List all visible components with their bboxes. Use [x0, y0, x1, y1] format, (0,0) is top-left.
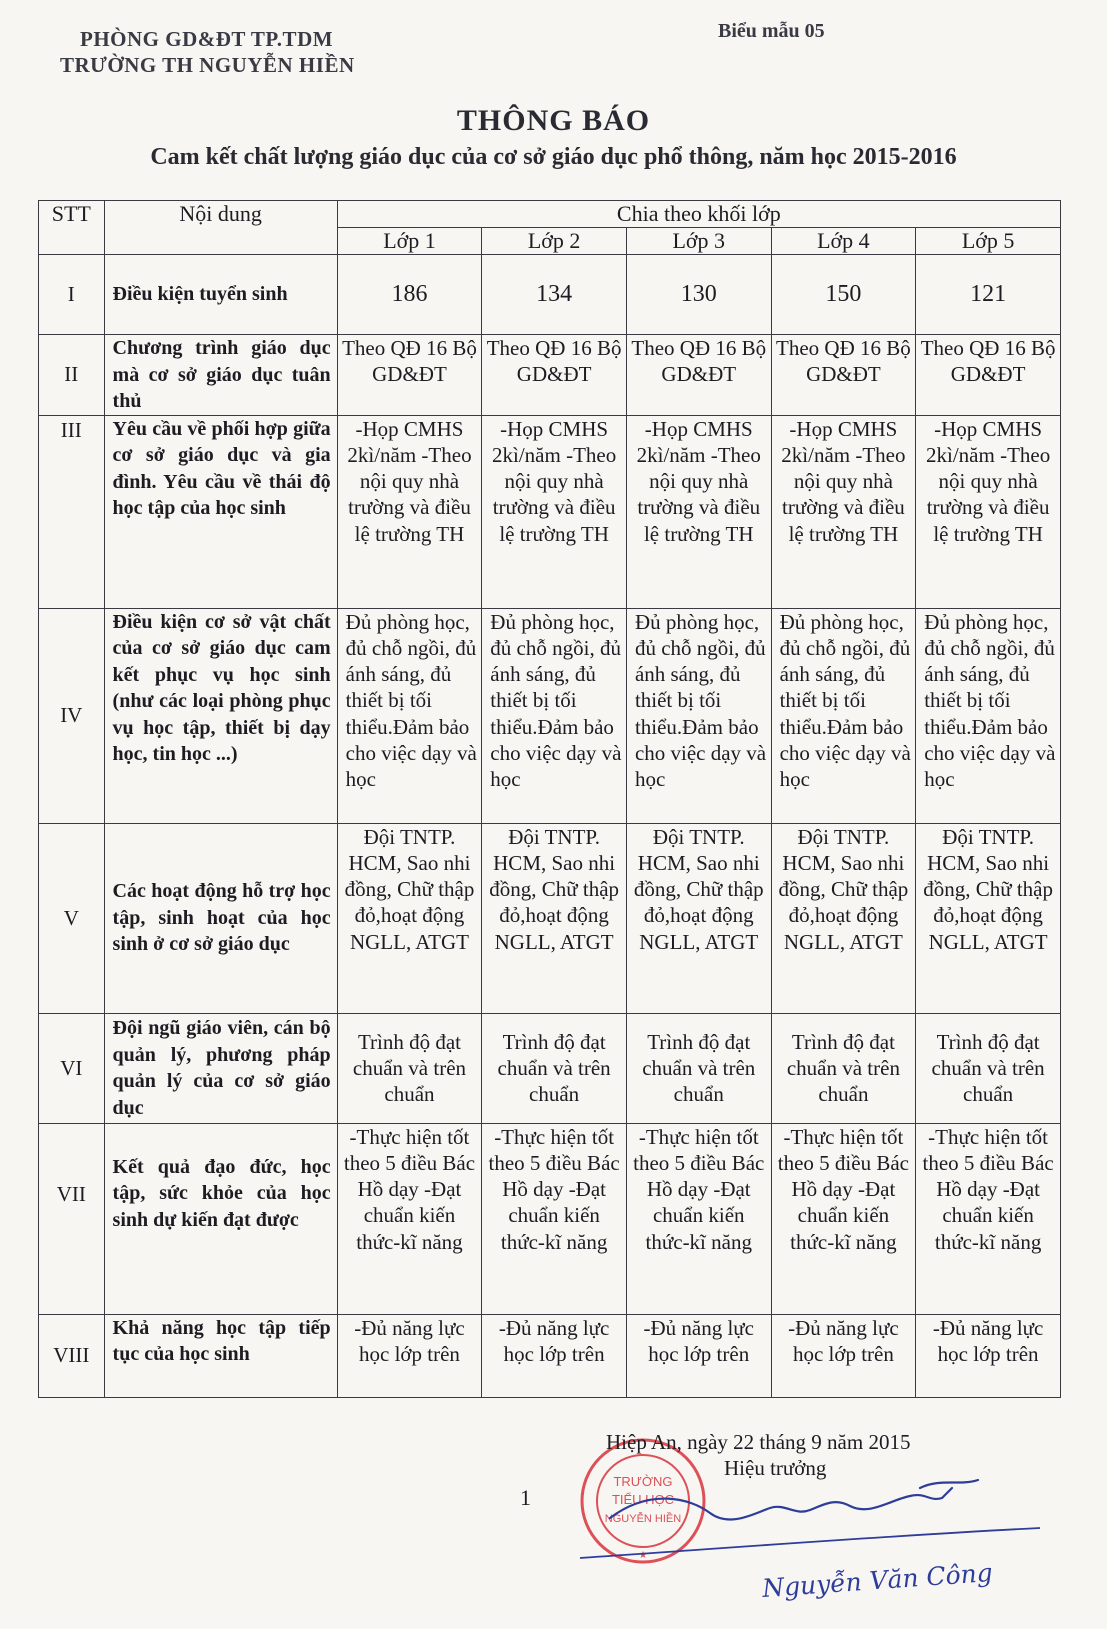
value-cell: Đội TNTP. HCM, Sao nhi đồng, Chữ thập đỏ,hoạt động NGLL, ATGT [626, 823, 771, 1013]
org-line-1: PHÒNG GD&ĐT TP.TDM [80, 27, 334, 51]
svg-text:NGUYỄN HIỀN: NGUYỄN HIỀN [604, 1513, 682, 1525]
row-content: Đội ngũ giáo viên, cán bộ quản lý, phương pháp quản lý của cơ sở giáo dục [104, 1013, 337, 1123]
header-grade-3: Lớp 3 [626, 228, 771, 255]
header-grade-4: Lớp 4 [771, 228, 916, 255]
form-label: Biểu mẫu 05 [718, 20, 825, 42]
value-cell: -Họp CMHS 2kì/năm -Theo nội quy nhà trường và điều lệ trường TH [771, 415, 916, 608]
table-row [39, 255, 1061, 335]
value-cell: Theo QĐ 16 Bộ GD&ĐT [482, 335, 627, 416]
page-number: 1 [520, 1485, 531, 1510]
value-cell: -Họp CMHS 2kì/năm -Theo nội quy nhà trường và điều lệ trường TH [626, 415, 771, 608]
row-content: Yêu cầu về phối hợp giữa cơ sở giáo dục và gia đình. Yêu cầu về thái độ học tập của học sinh [104, 415, 337, 608]
row-number: IV [39, 608, 105, 823]
row-content: Chương trình giáo dục mà cơ sở giáo dục tuân thủ [104, 335, 337, 416]
table-row [39, 1013, 1061, 1123]
header-content: Nội dung [104, 201, 337, 255]
table-row [39, 823, 1061, 1013]
value-cell: Đội TNTP. HCM, Sao nhi đồng, Chữ thập đỏ,hoạt động NGLL, ATGT [337, 823, 482, 1013]
row-content: Khả năng học tập tiếp tục của học sinh [104, 1314, 337, 1397]
value-cell: -Đủ năng lực học lớp trên [337, 1314, 482, 1397]
value-cell: Đủ phòng học, đủ chỗ ngồi, đủ ánh sáng, đủ thiết bị tối thiểu.Đảm bảo cho việc dạy và học [337, 608, 482, 823]
svg-text:TIỂU HỌC: TIỂU HỌC [611, 1492, 675, 1507]
page-title: THÔNG BÁO [456, 104, 651, 137]
row-number: VIII [39, 1314, 105, 1397]
signature [580, 1458, 1040, 1568]
commitment-table [38, 200, 1061, 1398]
value-cell: -Họp CMHS 2kì/năm -Theo nội quy nhà trường và điều lệ trường TH [482, 415, 627, 608]
row-content: Điều kiện tuyển sinh [104, 255, 337, 335]
header-grade-2: Lớp 2 [482, 228, 627, 255]
page-subtitle: Cam kết chất lượng giáo dục của cơ sở giáo dục phổ thông, năm học 2015-2016 [150, 144, 957, 170]
row-content: Kết quả đạo đức, học tập, sức khỏe của học sinh dự kiến đạt được [104, 1123, 337, 1314]
value-cell: Đủ phòng học, đủ chỗ ngồi, đủ ánh sáng, đủ thiết bị tối thiểu.Đảm bảo cho việc dạy và học [482, 608, 627, 823]
table-row [39, 335, 1061, 416]
value-cell: Trình độ đạt chuẩn và trên chuẩn [482, 1013, 627, 1123]
value-cell: Theo QĐ 16 Bộ GD&ĐT [337, 335, 482, 416]
value-cell: 134 [482, 255, 627, 335]
value-cell: -Thực hiện tốt theo 5 điều Bác Hồ dạy -Đạt chuẩn kiến thức-kĩ năng [626, 1123, 771, 1314]
svg-text:TRƯỜNG: TRƯỜNG [613, 1474, 673, 1489]
value-cell: Trình độ đạt chuẩn và trên chuẩn [771, 1013, 916, 1123]
value-cell: -Thực hiện tốt theo 5 điều Bác Hồ dạy -Đạt chuẩn kiến thức-kĩ năng [482, 1123, 627, 1314]
value-cell: Đội TNTP. HCM, Sao nhi đồng, Chữ thập đỏ,hoạt động NGLL, ATGT [771, 823, 916, 1013]
row-content: Điều kiện cơ sở vật chất của cơ sở giáo dục cam kết phục vụ học sinh (như các loại phòng phục vụ học tập, thiết bị dạy học, tin học ...) [104, 608, 337, 823]
table-row [39, 1314, 1061, 1397]
value-cell: Đủ phòng học, đủ chỗ ngồi, đủ ánh sáng, đủ thiết bị tối thiểu.Đảm bảo cho việc dạy và học [916, 608, 1061, 823]
table-row [39, 608, 1061, 823]
header-grade-1: Lớp 1 [337, 228, 482, 255]
value-cell: 150 [771, 255, 916, 335]
table-row [39, 1123, 1061, 1314]
value-cell: Đội TNTP. HCM, Sao nhi đồng, Chữ thập đỏ,hoạt động NGLL, ATGT [482, 823, 627, 1013]
value-cell: Đủ phòng học, đủ chỗ ngồi, đủ ánh sáng, đủ thiết bị tối thiểu.Đảm bảo cho việc dạy và học [626, 608, 771, 823]
table-row [39, 415, 1061, 608]
row-number: II [39, 335, 105, 416]
value-cell: Theo QĐ 16 Bộ GD&ĐT [916, 335, 1061, 416]
value-cell: Đủ phòng học, đủ chỗ ngồi, đủ ánh sáng, đủ thiết bị tối thiểu.Đảm bảo cho việc dạy và học [771, 608, 916, 823]
value-cell: -Đủ năng lực học lớp trên [482, 1314, 627, 1397]
value-cell: Đội TNTP. HCM, Sao nhi đồng, Chữ thập đỏ,hoạt động NGLL, ATGT [916, 823, 1061, 1013]
svg-text:★: ★ [638, 1550, 648, 1561]
value-cell: Trình độ đạt chuẩn và trên chuẩn [337, 1013, 482, 1123]
value-cell: -Họp CMHS 2kì/năm -Theo nội quy nhà trường và điều lệ trường TH [337, 415, 482, 608]
value-cell: -Đủ năng lực học lớp trên [626, 1314, 771, 1397]
row-number: V [39, 823, 105, 1013]
value-cell: Trình độ đạt chuẩn và trên chuẩn [626, 1013, 771, 1123]
header-grade-5: Lớp 5 [916, 228, 1061, 255]
row-number: VI [39, 1013, 105, 1123]
value-cell: 130 [626, 255, 771, 335]
value-cell: -Thực hiện tốt theo 5 điều Bác Hồ dạy -Đạt chuẩn kiến thức-kĩ năng [771, 1123, 916, 1314]
row-number: VII [39, 1123, 105, 1314]
row-number: I [39, 255, 105, 335]
row-number: III [39, 415, 105, 608]
value-cell: -Thực hiện tốt theo 5 điều Bác Hồ dạy -Đạt chuẩn kiến thức-kĩ năng [916, 1123, 1061, 1314]
value-cell: 186 [337, 255, 482, 335]
value-cell: Theo QĐ 16 Bộ GD&ĐT [771, 335, 916, 416]
signer-name: Nguyễn Văn Công [761, 1557, 994, 1604]
value-cell: -Đủ năng lực học lớp trên [916, 1314, 1061, 1397]
value-cell: -Họp CMHS 2kì/năm -Theo nội quy nhà trường và điều lệ trường TH [916, 415, 1061, 608]
header-grade-group: Chia theo khối lớp [337, 201, 1060, 228]
org-line-2: TRƯỜNG TH NGUYỄN HIỀN [60, 53, 355, 77]
value-cell: 121 [916, 255, 1061, 335]
value-cell: Trình độ đạt chuẩn và trên chuẩn [916, 1013, 1061, 1123]
header-stt: STT [39, 201, 105, 255]
value-cell: -Đủ năng lực học lớp trên [771, 1314, 916, 1397]
place-date: Hiệp An, ngày 22 tháng 9 năm 2015 [606, 1430, 911, 1454]
signer-role: Hiệu trưởng [724, 1456, 827, 1480]
value-cell: Theo QĐ 16 Bộ GD&ĐT [626, 335, 771, 416]
issuing-organization [60, 26, 355, 78]
row-content: Các hoạt động hỗ trợ học tập, sinh hoạt của học sinh ở cơ sở giáo dục [104, 823, 337, 1013]
value-cell: -Thực hiện tốt theo 5 điều Bác Hồ dạy -Đạt chuẩn kiến thức-kĩ năng [337, 1123, 482, 1314]
